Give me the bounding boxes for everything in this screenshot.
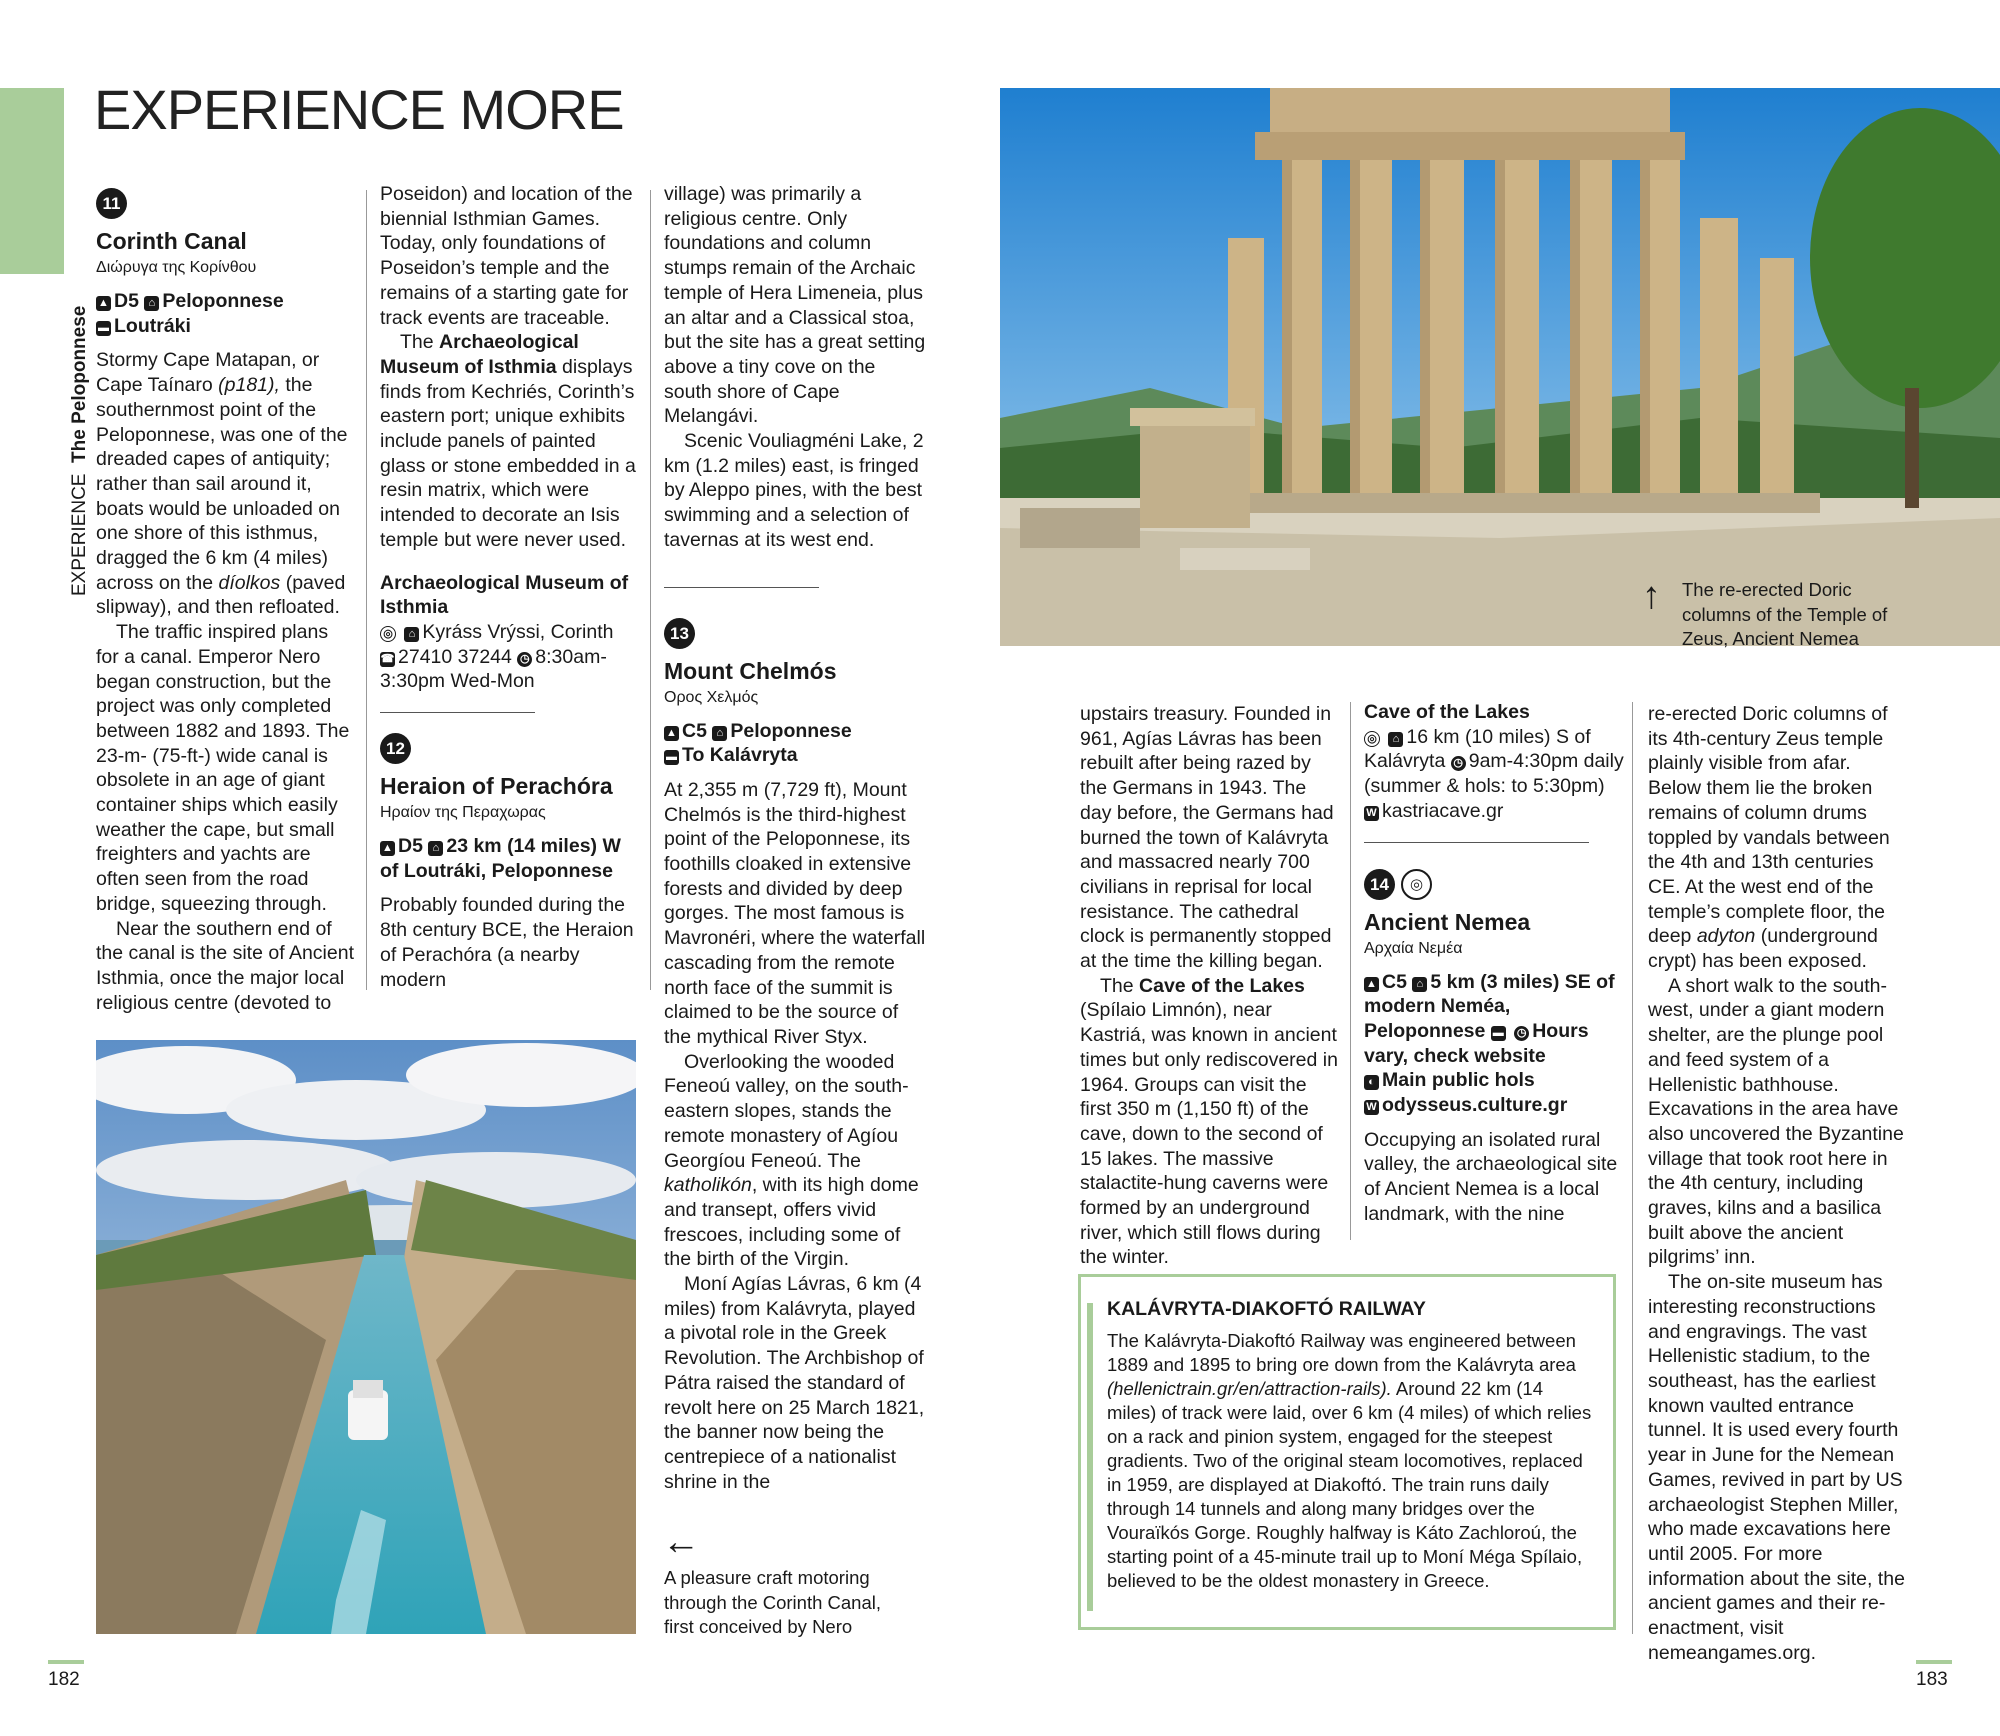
column-4 <box>1080 702 1340 1270</box>
cave-info <box>1364 700 1626 824</box>
paragraph: Near the southern end of the canal is the site of Ancient Isthmia, once the major local religious centre (devoted to <box>96 917 354 1014</box>
entry-number-13: 13 <box>664 618 695 649</box>
column-3 <box>664 182 926 1494</box>
greek-name: Αρχαία Νεμέα <box>1364 939 1463 957</box>
bus-icon: ▬ <box>1492 1026 1504 1039</box>
column-2 <box>380 182 640 992</box>
page-number-right: 183 <box>1916 1669 1948 1690</box>
greek-name: Ηραίον της Περαχωρας <box>380 804 546 822</box>
caption-arrow-left: ← <box>662 1521 700 1563</box>
paragraph: Scenic Vouliagméni Lake, 2 km (1.2 miles) east, is fringed by Aleppo pines, with the best swimming and a selection of tavernas at its west end. <box>664 430 924 551</box>
footer-rule-left <box>48 1660 84 1664</box>
cave-hours: 9am-4:30pm daily (summer & hols: to 5:30pm) <box>1364 750 1624 798</box>
bus-stop: Loutráki <box>114 314 191 337</box>
paragraph: Moní Agías Lávras, 6 km (4 miles) from Kalávryta, played a pivotal role in the Greek Revolution. The Archbishop of Pátra raised the standard of revolt here on 25 March 1821, the banner now being the centrepiece of a nationalist shrine in the <box>664 1273 925 1493</box>
bus-icon: ▬ <box>98 321 109 334</box>
info-block: ▲ C5 ⌂ Peloponnese ▬ To Kalávryta <box>666 719 852 767</box>
entry-number-14: 14 <box>1364 869 1395 900</box>
separator <box>380 712 535 713</box>
info-block <box>96 289 356 338</box>
entry-number-12: 12 <box>380 733 411 764</box>
temple-of-zeus-photo <box>1000 88 2000 646</box>
address-icon: ⌂ <box>712 726 727 741</box>
separator <box>1364 842 1589 843</box>
paragraph: Stormy Cape Matapan, or Cape Taínaro (p181), the southernmost point of the Peloponnese, was one of the dreaded capes of antiquity; rather than sail around it, boats would be unloaded on one shore of this isthmus, dragged the 6 km (4 miles) across on the díolkos (paved slipway), and then refloated. <box>96 349 348 619</box>
map-ref-icon: ▲ <box>380 841 395 856</box>
paragraph: Poseidon) and location of the biennial Isthmian Games. Today, only foundations of Poseidon’s temple and the remains of a starting gate for track events are traceable. <box>380 183 633 329</box>
column-5 <box>1364 700 1626 1227</box>
paragraph: The traffic inspired plans for a canal. Emperor Nero began construction, but the project was only completed between 1882 and 1893. The 23-m- (75-ft-) wide canal is obsolete in an age of giant container ships which easily weather the cape, but small freighters and yachts are often seen from the road bridge, squeezing through. <box>96 621 350 915</box>
museum-address: Kyráss Vrýssi, Corinth <box>422 620 614 643</box>
footer-rule-right <box>1916 1660 1952 1664</box>
bus-icon: ▬ <box>666 751 677 764</box>
box-accent-bar <box>1087 1303 1093 1611</box>
column-divider <box>650 190 651 990</box>
info-block: ▲ C5 ⌂ 5 km (3 miles) SE of modern Neméa, Peloponnese ▬ ◷ Hours vary, check website ◐ Main public hols W odysseus.culture.gr <box>1364 970 1615 1117</box>
column-divider <box>366 190 367 990</box>
cave-location: 16 km (10 miles) S of Kalávryta <box>1364 725 1591 773</box>
cave-website: kastriacave.gr <box>1382 799 1504 822</box>
side-tab-region: The Peloponnese <box>69 305 90 463</box>
map-ref-icon: ▲ <box>1364 977 1379 992</box>
museum-info <box>380 571 640 695</box>
museum-hours: 8:30am-3:30pm Wed-Mon <box>380 645 607 693</box>
paragraph: At 2,355 m (7,729 ft), Mount Chelmós is the third-highest point of the Peloponnese, its foothills cloaked in extensive forests and divided by deep gorges. The most famous is Mavronéri, where the waterfall cascading from the remote north face of the summit is claimed to be the source of the mythical River Styx. <box>664 778 926 1048</box>
page-number-left: 182 <box>48 1669 80 1690</box>
gallery-icon: ◎ <box>380 626 396 642</box>
separator <box>664 587 819 588</box>
cave-title: Cave of the Lakes <box>1364 701 1530 723</box>
info-block: ▲ D5 ⌂ 23 km (14 miles) W of Loutráki, Peloponnese <box>380 835 621 882</box>
paragraph: Occupying an isolated rural valley, the archaeological site of Ancient Nemea is a local landmark, with the nine <box>1364 1128 1618 1225</box>
paragraph: The on-site museum has interesting reconstructions and engravings. The vast Hellenistic stadium, to the southeast, has the earliest known vaulted entrance tunnel. It is used every fourth year in June for the Nemean Games, revived in part by US archaeologist Stephen Miller, who made excavations here until 2005. For more information about the site, the ancient games and their re-enactment, visit nemeangames.org. <box>1648 1271 1905 1664</box>
gallery-icon: ◎ <box>1401 869 1432 900</box>
paragraph: The Archaeological Museum of Isthmia displays finds from Kechriés, Corinth’s eastern port; unique exhibits include panels of painted glass or stone embedded in a resin matrix, which were intended to decorate an Isis temple but were never used. <box>380 331 636 551</box>
side-tab-label <box>68 276 92 596</box>
entry-title-mount-chelmos: Mount Chelmós <box>664 657 837 684</box>
page-heading: EXPERIENCE MORE <box>94 78 624 141</box>
column-divider <box>1350 702 1351 1240</box>
paragraph: A short walk to the south-west, under a giant modern shelter, are the plunge pool and feed system of a Hellenistic bathhouse. Excavations in the area have also uncovered the Byzantine village that took root here in the 4th century, including graves, kilns and a basilica built above the ancient pilgrims’ inn. <box>1648 974 1904 1269</box>
address-icon: ⌂ <box>404 627 419 642</box>
railway-text: The Kalávryta-Diakoftó Railway was engineered between 1889 and 1895 to bring ore down from the Kalávryta area (hellenictrain.gr/en/attraction-rails). Around 22 km (14 miles) of track were laid, over 6 km (4 miles) of which relies on a rack and pinion system, engaged for the steepest gradients. Two of the original steam locomotives, replaced in 1959, are displayed at Diakoftó. The train runs daily through 14 tunnels and along many bridges over the Vouraïkós Gorge. Roughly halfway is Káto Zachloroú, the starting point of a 45-minute trail up to Moní Méga Spílaio, believed to be the oldest monastery in Greece. <box>1107 1330 1592 1591</box>
entry-title-corinth-canal: Corinth Canal <box>96 228 247 254</box>
column-divider <box>1632 702 1633 1634</box>
clock-icon: ◷ <box>517 652 532 667</box>
corinth-canal-photo <box>96 1040 636 1634</box>
clock-icon: ◷ <box>1514 1026 1529 1041</box>
railway-feature-box <box>1078 1274 1616 1630</box>
paragraph: re-erected Doric columns of its 4th-century Zeus temple plainly visible from afar. Below them lie the broken remains of column drums toppled by vandals between the 4th and 13th centuries CE. At the west end of the temple’s complete floor, the deep adyton (underground crypt) has been exposed. <box>1648 703 1890 973</box>
address-icon: ⌂ <box>1388 732 1403 747</box>
closed-icon: ◐ <box>1364 1075 1379 1090</box>
web-icon: W <box>1364 806 1379 821</box>
paragraph: The Cave of the Lakes (Spílaio Limnón), near Kastriá, was known in ancient times but only rediscovered in 1964. Groups can visit the first 350 m (1,150 ft) of the cave, down to the second of 15 lakes. The massive stalactite-hung caverns were formed by an underground river, which still flows during the winter. <box>1080 974 1338 1269</box>
address-icon: ⌂ <box>1412 977 1427 992</box>
greek-name: Ορος Χελμός <box>664 688 759 706</box>
caption-temple: The re-erected Doric columns of the Temple of Zeus, Ancient Nemea <box>1682 579 1888 649</box>
column-1 <box>96 188 356 1015</box>
map-ref-icon: ▲ <box>664 726 679 741</box>
section-tab <box>0 88 64 274</box>
museum-title: Archaeological Museum of Isthmia <box>380 571 629 619</box>
railway-title: KALÁVRYTA-DIAKOFTÓ RAILWAY <box>1107 1298 1426 1320</box>
entry-title-ancient-nemea: Ancient Nemea <box>1364 908 1531 935</box>
phone-icon: ☎ <box>380 652 395 665</box>
paragraph: upstairs treasury. Founded in 961, Agías Lávras has been rebuilt after being razed by the Germans in 1943. The day before, the Germans had burned the town of Kalávryta and massacred nearly 700 civilians in reprisal for local resistance. The cathedral clock is permanently stopped at the time the killing began. <box>1080 703 1334 973</box>
address-icon: ⌂ <box>428 841 443 856</box>
map-ref-icon: ▲ <box>96 296 111 311</box>
entry-number-11: 11 <box>96 188 127 219</box>
web-icon: W <box>1364 1100 1379 1115</box>
map-ref: D5 <box>114 290 139 312</box>
clock-icon: ◷ <box>1451 756 1466 771</box>
greek-name: Διώρυγα της Κορίνθου <box>96 259 257 276</box>
address: Peloponnese <box>162 290 284 312</box>
paragraph: village) was primarily a religious centre. Only foundations and column stumps remain of the Archaic temple of Hera Limeneia, plus an altar and a Classical stoa, but the site has a great setting above a tiny cove on the south shore of Cape Melangávi. <box>664 183 926 428</box>
gallery-icon: ◎ <box>1364 731 1380 747</box>
museum-phone: 27410 37244 <box>398 645 512 668</box>
paragraph: Overlooking the wooded Feneoú valley, on the south-eastern slopes, stands the remote monastery of Agíou Georgíou Feneoú. The katholikón, with its high dome and transept, offers vivid frescoes, including some of the birth of the Virgin. <box>664 1050 919 1271</box>
entry-title-heraion: Heraion of Perachóra <box>380 773 613 800</box>
caption-arrow-up: ↑ <box>1642 575 1661 617</box>
paragraph: Probably founded during the 8th century BCE, the Heraion of Perachóra (a nearby modern <box>380 894 634 991</box>
side-tab-section: EXPERIENCE <box>69 473 90 596</box>
caption-canal: A pleasure craft motoring through the Corinth Canal, first conceived by Nero <box>664 1567 881 1637</box>
address-icon: ⌂ <box>144 296 159 311</box>
column-6 <box>1648 702 1908 1665</box>
